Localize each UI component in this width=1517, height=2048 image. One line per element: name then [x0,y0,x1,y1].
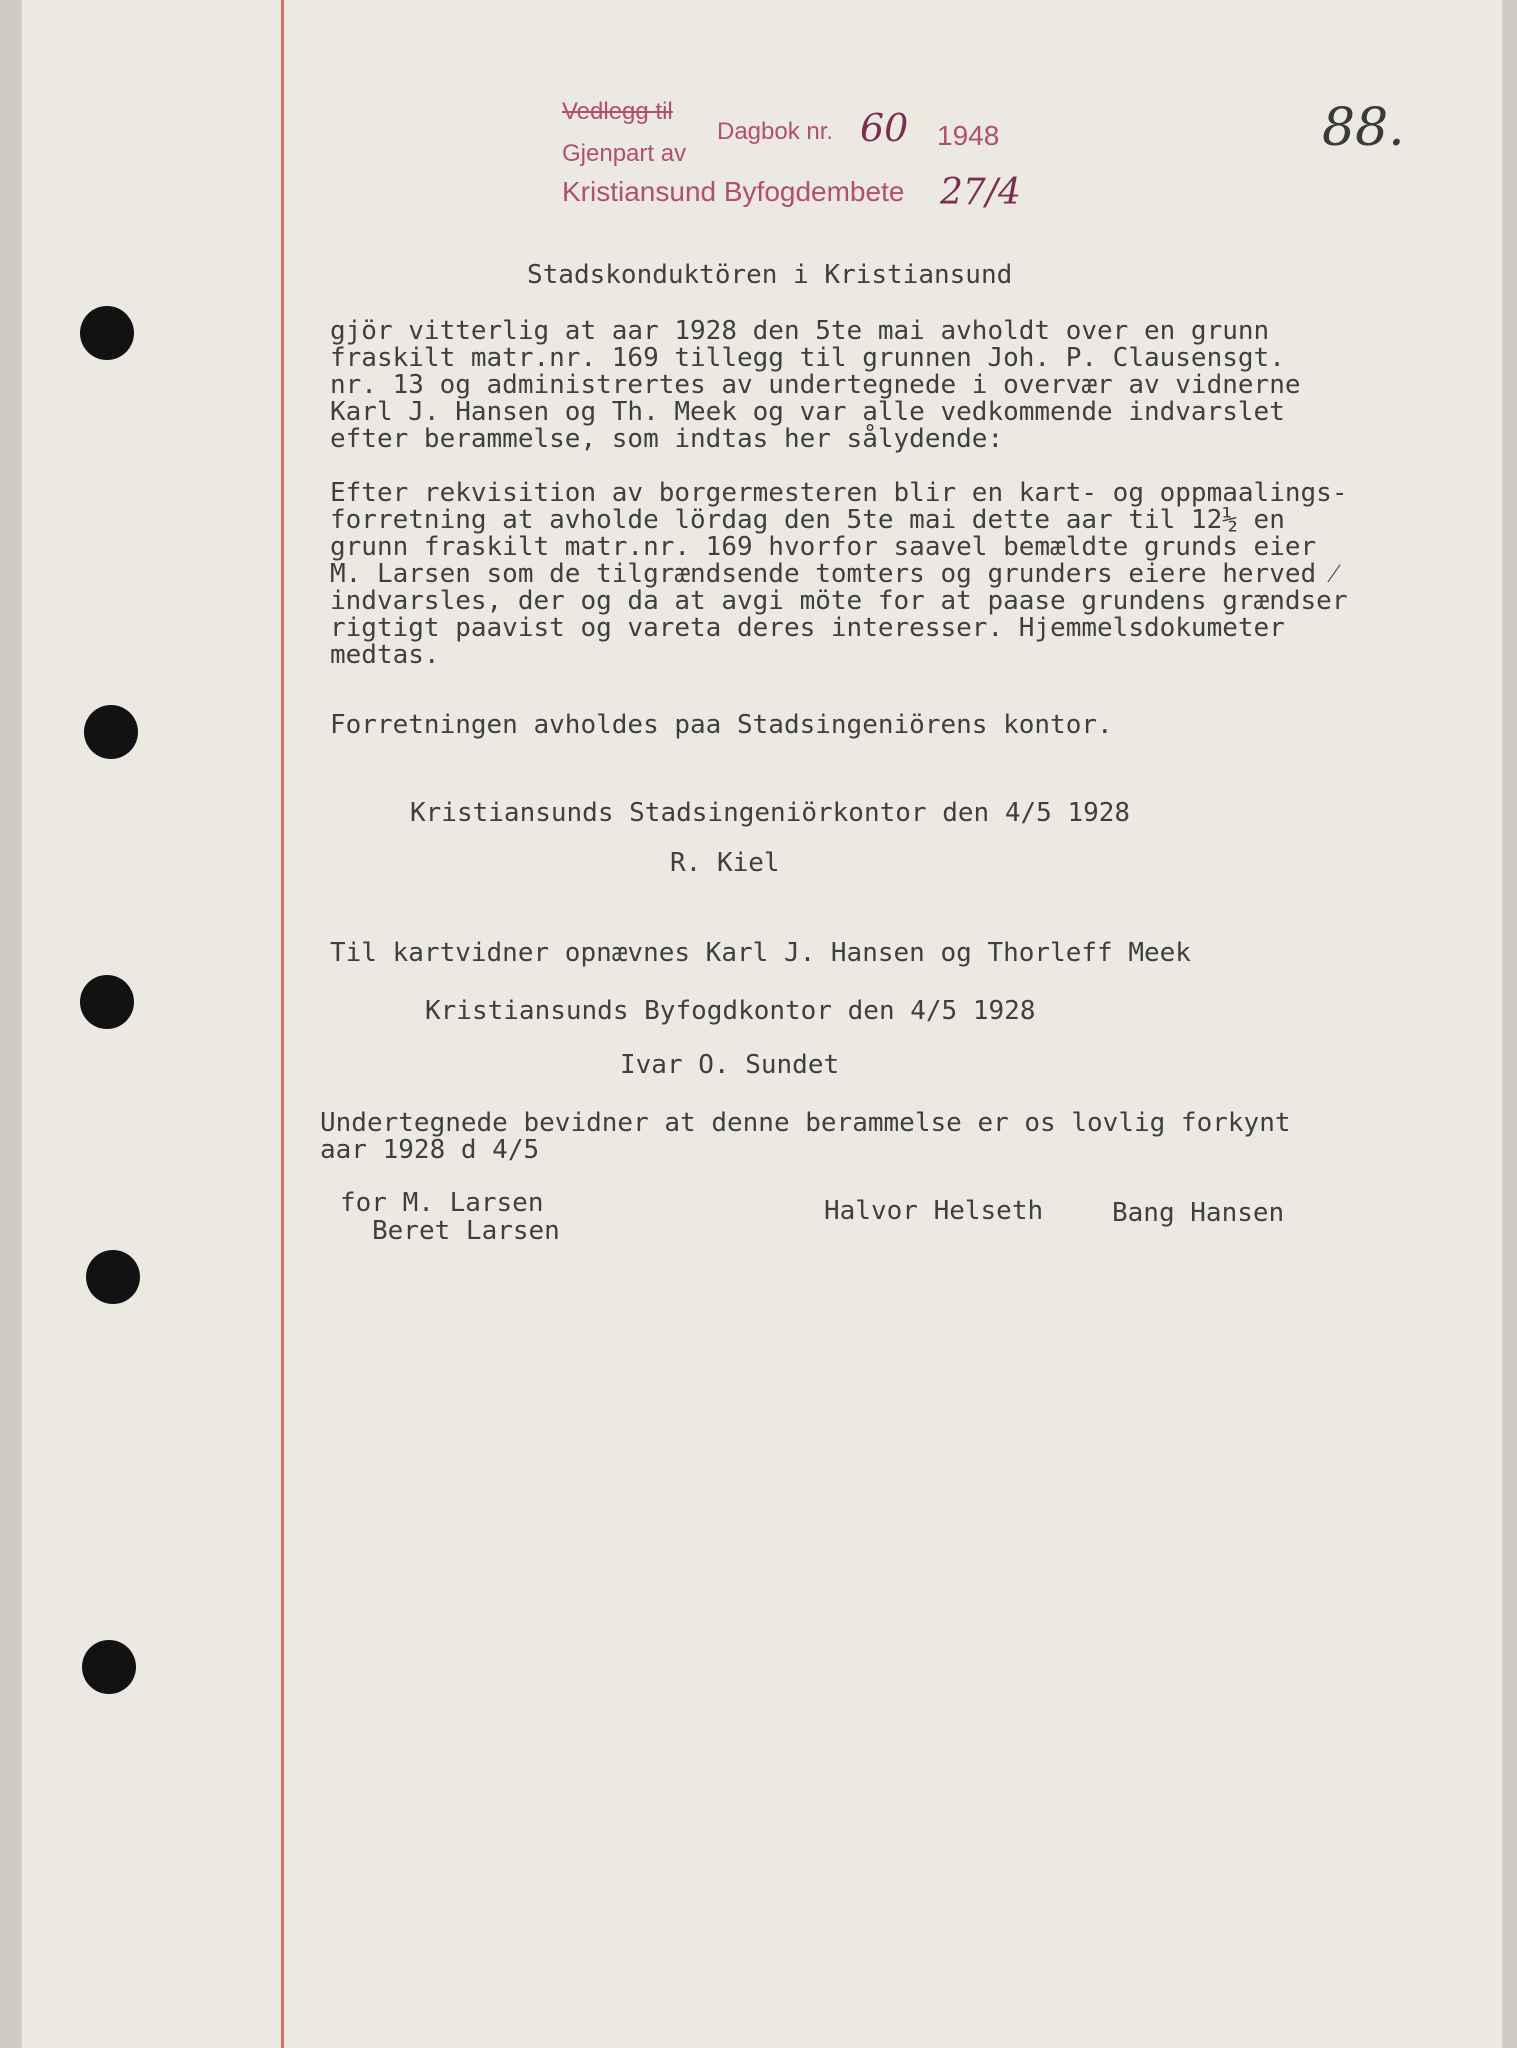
signer-kiel: R. Kiel [670,848,780,878]
text-line: aar 1928 d 4/5 [320,1135,540,1165]
punch-hole [86,1250,140,1304]
place-date-stadsingenior: Kristiansunds Stadsingeniörkontor den 4/5 1928 [410,798,1131,828]
text-line: nr. 13 og administrertes av undertegnede i overvær av vidnerne [330,370,1301,400]
stamp-dagbok-label: Dagbok nr. [717,118,834,145]
stamp-gjenpart-text: Gjenpart av [562,140,687,167]
appointment-line: Til kartvidner opnævnes Karl J. Hansen og Thorleff Meek [330,938,1191,968]
document-page [22,0,1502,2048]
stamp-year: 1948 [937,120,1000,151]
text-line: M. Larsen som de tilgrændsende tomters og grunders eiere herved ⁄ [330,559,1337,589]
punch-hole [80,975,134,1029]
text-line: indvarsles, der og da at avgi möte for at paase grundens grændser [330,586,1348,616]
text-line: forretning at avholde lördag den 5te mai dette aar til 12½ en [330,505,1285,535]
red-margin-line [281,0,284,2048]
place-date-byfogd: Kristiansunds Byfogdkontor den 4/5 1928 [425,996,1036,1026]
stamp-vedlegg-text: Vedlegg til [562,98,673,125]
text-line: Efter rekvisition av borgermesteren blir en kart- og oppmaalings- [330,478,1348,508]
signature-bang-hansen: Bang Hansen [1112,1198,1285,1228]
text-line: grunn fraskilt matr.nr. 169 hvorfor saavel bemældte grunds eier [330,532,1317,562]
text-line: Undertegnede bevidner at denne berammelse er os lovlig forkynt [320,1108,1291,1138]
text-line: fraskilt matr.nr. 169 tillegg til grunnen Joh. P. Clausensgt. [330,343,1285,373]
stamp-office: Kristiansund Byfogdembete [562,176,905,207]
stamp-date: 27/4 [940,172,1021,213]
punch-hole [80,306,134,360]
text-line: efter berammelse, som indtas her sålydende: [330,424,1004,454]
document-heading: Stadskonduktören i Kristiansund [527,260,1013,290]
stamp-gjenpart [562,140,686,168]
text-line: rigtigt paavist og vareta deres interesser. Hjemmelsdokumeter [330,613,1285,643]
punch-hole [84,705,138,759]
paragraph-3: Forretningen avholdes paa Stadsingeniörens kontor. [330,710,1113,740]
signature-for-larsen: for M. Larsen [340,1188,544,1218]
signature-beret-larsen: Beret Larsen [372,1216,560,1246]
signer-sundet: Ivar O. Sundet [620,1050,840,1080]
punch-hole [82,1640,136,1694]
stamp-vedlegg [562,98,673,126]
stamp-dagbok [717,118,833,146]
page-number: 88. [1322,98,1405,158]
signature-helseth: Halvor Helseth [824,1196,1044,1226]
text-line: gjör vitterlig at aar 1928 den 5te mai avholdt over en grunn [330,316,1270,346]
text-line: medtas. [330,640,440,670]
text-line: Karl J. Hansen og Th. Meek og var alle vedkommende indvarslet [330,397,1285,427]
stamp-dagbok-number: 60 [860,106,909,150]
